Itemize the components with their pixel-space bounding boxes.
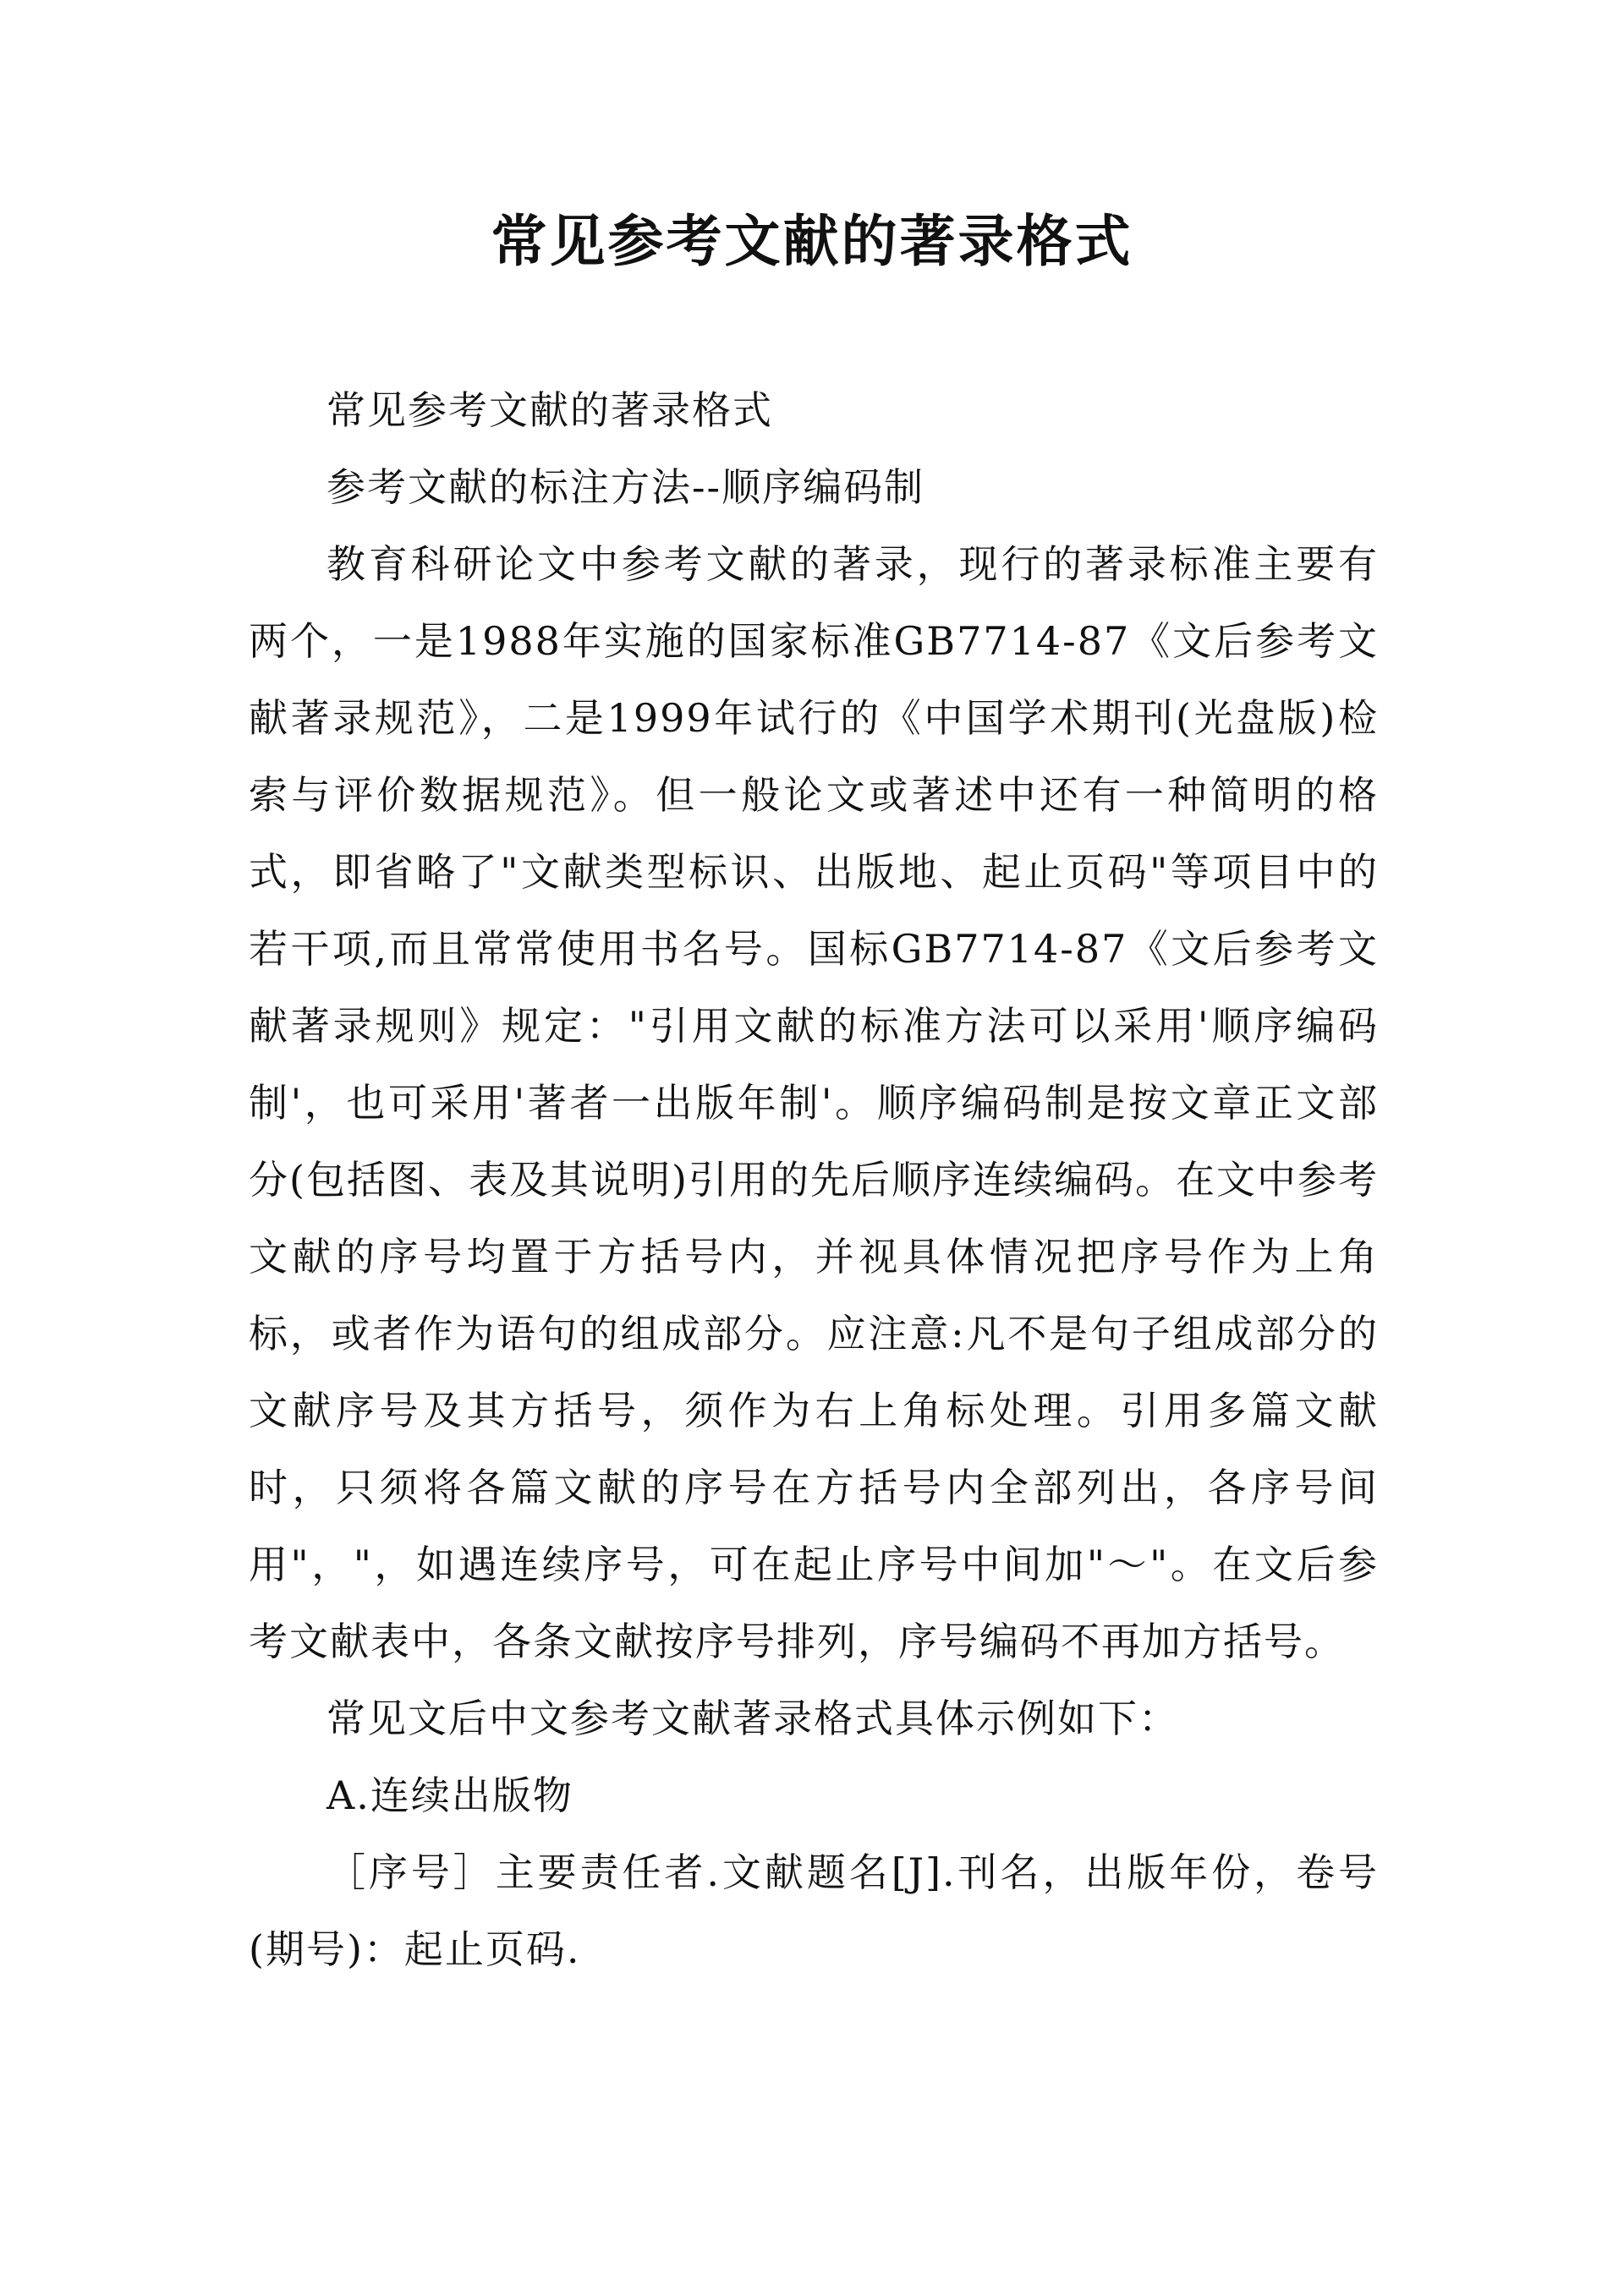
document-title: 常见参考文献的著录格式 (491, 208, 1133, 274)
paragraph-standards-description: 教育科研论文中参考文献的著录，现行的著录标准主要有两个，一是1988年实施的国家标准GB7714-87《文后参考文献著录规范》，二是1999年试行的《中国学术期刊(光盘版)检索与评价数据规范》。但一般论文或著述中还有一种简明的格式，即省略了"文献类型标识、出版地、起止页码"等项目中的若干项,而且常常使用书名号。国标GB7714-87《文后参考文献著录规则》规定："引用文献的标准方法可以采用'顺序编码制'，也可采用'著者一出版年制'。顺序编码制是按文章正文部分(包括图、表及其说明)引用的先后顺序连续编码。在文中参考文献的序号均置于方括号内，并视具体情况把序号作为上角标，或者作为语句的组成部分。应注意:凡不是句子组成部分的文献序号及其方括号，须作为右上角标处理。引用多篇文献时，只须将各篇文献的序号在方括号内全部列出，各序号间用"，"，如遇连续序号，可在起止序号中间加"～"。在文后参考文献表中，各条文献按序号排列，序号编码不再加方括号。 (249, 541, 1379, 1664)
paragraph-serial-publications: A.连续出版物 (326, 1773, 573, 1818)
document-body (249, 372, 1379, 1988)
paragraph-examples-intro: 常见文后中文参考文献著录格式具体示例如下： (326, 1696, 1179, 1741)
paragraph-serial-format: ［序号］主要责任者.文献题名[J].刊名，出版年份，卷号(期号)：起止页码. (249, 1849, 1379, 1972)
paragraph-heading-repeat: 常见参考文献的著录格式 (326, 387, 773, 433)
paragraph-annotation-method: 参考文献的标注方法--顺序编码制 (326, 464, 925, 510)
